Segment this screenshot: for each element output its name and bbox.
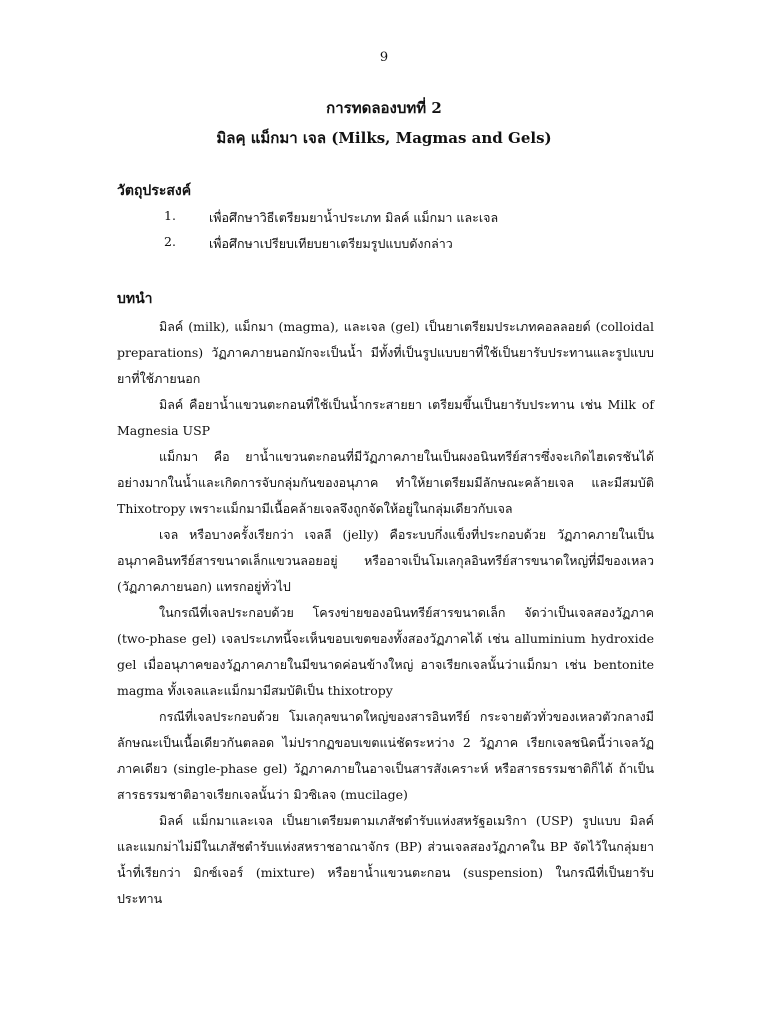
intro-paragraph: กรณีที่เจลประกอบด้วย โมเลกุลขนาดใหญ่ของสารอินทรีย์ กระจายตัวทั่วของเหลวตัวกลางมีลักษณะเป็นเนื้อเดียวกันตลอด ไม่ปรากฏขอบเขตแน่ชัดระหว่าง 2 วัฏภาค เรียกเจลชนิดนี้ว่าเจลวัฏภาคเดียว (single-phase gel) วัฏภาคภายในอาจเป็นสารสังเคราะห์ หรือสารธรรมชาติก็ได้ ถ้าเป็นสารธรรมชาติอาจเรียกเจลนั้นว่า มิวซิเลจ (mucilage) xyxy=(117,709,654,802)
page-number: 9 xyxy=(379,50,389,65)
intro-heading: บทนำ xyxy=(117,291,153,307)
intro-body xyxy=(117,314,654,912)
intro-paragraph: แม็กมา คือ ยาน้ำแขวนตะกอนที่มีวัฏภาคภายในเป็นผงอนินทรีย์สารซึ่งจะเกิดไฮเดรชันได้อย่างมากในน้ำและเกิดการจับกลุ่มกันของอนุภาค ทำให้ยาเตรียมมีลักษณะคล้ายเจล และมีสมบัติ Thixotropy เพราะแม็กมามีเนื้อคล้ายเจลจึงถูกจัดให้อยู่ในกลุ่มเดียวกับเจล xyxy=(117,449,654,516)
intro-paragraph: มิลค์ คือยาน้ำแขวนตะกอนที่ใช้เป็นน้ำกระสายยา เตรียมขึ้นเป็นยารับประทาน เช่น Milk of Magnesia USP xyxy=(117,397,654,438)
intro-paragraph: มิลค์ แม็กมาและเจล เป็นยาเตรียมตามเภสัชตำรับแห่งสหรัฐอเมริกา (USP) รูปแบบ มิลค์ และแมกม่าไม่มีในเภสัชตำรับแห่งสหราชอาณาจักร (BP) ส่วนเจลสองวัฏภาคใน BP จัดไว้ในกลุ่มยาน้ำที่เรียกว่า มิกซ์เจอร์ (mixture) หรือยาน้ำแขวนตะกอน (suspension) ในกรณีที่เป็นยารับประทาน xyxy=(117,813,654,906)
chapter-subtitle: มิลคฺ แม็กมา เจล (Milks, Magmas and Gels) xyxy=(216,129,552,147)
chapter-title: การทดลองบทที่ 2 xyxy=(326,99,442,117)
objective-text: เพื่อศึกษาวิธีเตรียมยาน้ำประเภท มิลค์ แม็กมา และเจล xyxy=(209,210,499,225)
objectives-heading: วัตถุประสงค์ xyxy=(117,183,192,199)
objective-text: เพื่อศึกษาเปรียบเทียบยาเตรียมรูปแบบดังกล่าว xyxy=(209,236,453,251)
intro-paragraph: เจล หรือบางครั้งเรียกว่า เจลลี (jelly) คือระบบกึ่งแข็งที่ประกอบด้วย วัฏภาคภายในเป็นอนุภาคอินทรีย์สารขนาดเล็กแขวนลอยอยู่ หรืออาจเป็นโมเลกุลอินทรีย์สารขนาดใหญ่ที่มีของเหลว (วัฏภาคภายนอก) แทรกอยู่ทั่วไป xyxy=(117,527,654,594)
intro-paragraph: ในกรณีที่เจลประกอบด้วย โครงข่ายของอนินทรีย์สารขนาดเล็ก จัดว่าเป็นเจลสองวัฏภาค (two-phase gel) เจลประเภทนี้จะเห็นขอบเขตของทั้งสองวัฏภาคได้ เช่น alluminium hydroxide gel เมื่ออนุภาคของวัฏภาคภายในมีขนาดค่อนข้างใหญ่ อาจเรียกเจลนั้นว่าแม็กมา เช่น bentonite magma ทั้งเจลและแม็กมามีสมบัติเป็น thixotropy xyxy=(117,605,654,698)
objective-number: 1. xyxy=(164,208,176,223)
objective-number: 2. xyxy=(164,234,176,249)
intro-paragraph: มิลค์ (milk), แม็กมา (magma), และเจล (gel) เป็นยาเตรียมประเภทคอลลอยด์ (colloidal preparations) วัฏภาคภายนอกมักจะเป็นน้ำ มีทั้งที่เป็นรูปแบบยาที่ใช้เป็นยารับประทานและรูปแบบยาที่ใช้ภายนอก xyxy=(117,319,654,386)
